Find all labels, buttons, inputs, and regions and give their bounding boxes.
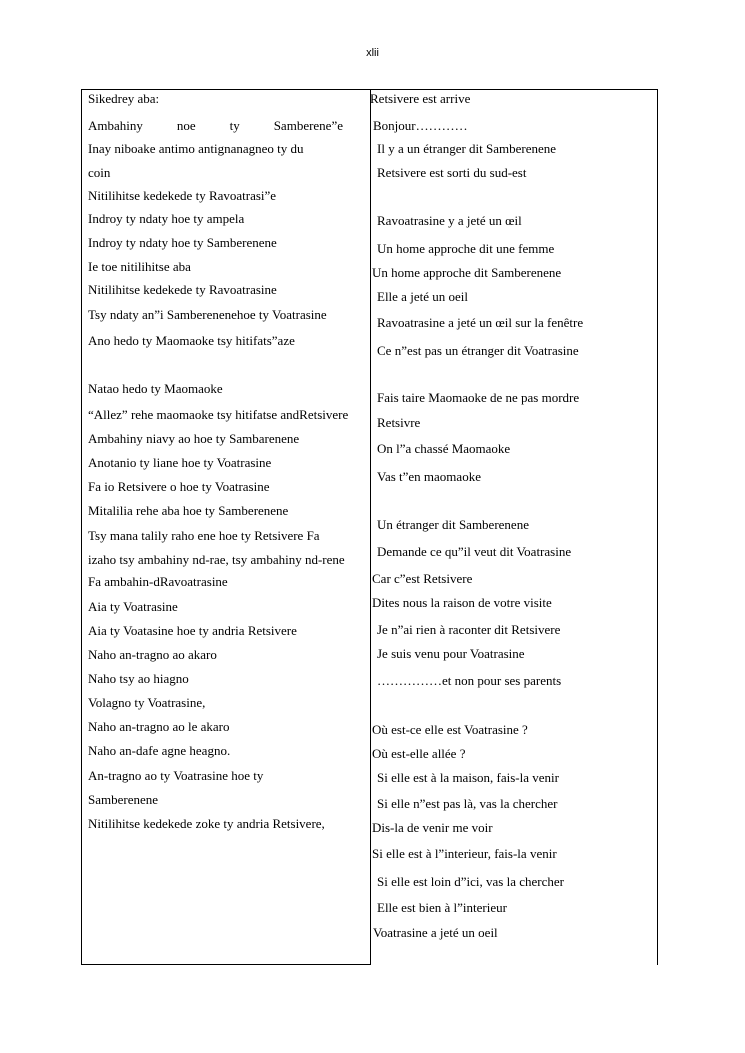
- page-number: xlii: [366, 47, 379, 59]
- left-line-3: Inay niboake antimo antignanagneo ty du: [88, 141, 304, 156]
- left-line-24: Naho tsy ao hiagno: [88, 671, 189, 686]
- right-line-18: Dites nous la raison de votre visite: [372, 595, 552, 610]
- left-line-16: Fa io Retsivere o hoe ty Voatrasine: [88, 479, 270, 494]
- right-line-23: Où est-elle allée ?: [372, 746, 466, 761]
- left-line-29: Samberenene: [88, 792, 159, 807]
- right-line-8: Elle a jeté un oeil: [377, 289, 468, 304]
- left-line-9: Nitilihitse kedekede ty Ravoatrasine: [88, 282, 277, 297]
- right-line-10: Ce n”est pas un étranger dit Voatrasine: [377, 343, 579, 358]
- column-divider: [370, 89, 371, 965]
- left-line-26: Naho an-tragno ao le akaro: [88, 719, 230, 734]
- left-line-19: izaho tsy ambahiny nd-rae, tsy ambahiny nd-rene: [88, 552, 345, 567]
- right-line-20: Je suis venu pour Voatrasine: [377, 646, 525, 661]
- left-line-5: Nitilihitse kedekede ty Ravoatrasi”e: [88, 188, 277, 203]
- right-line-28: Si elle est loin d”ici, vas la chercher: [377, 874, 564, 889]
- right-line-12: Retsivre: [377, 415, 421, 430]
- right-line-5: Ravoatrasine y a jeté un œil: [377, 213, 522, 228]
- right-line-9: Ravoatrasine a jeté un œil sur la fenêtre: [377, 315, 584, 330]
- left-line-2: Ambahiny noe ty Samberene”e: [88, 118, 343, 133]
- left-line-23: Naho an-tragno ao akaro: [88, 647, 217, 662]
- right-line-19: Je n”ai rien à raconter dit Retsivere: [377, 622, 561, 637]
- right-line-2: Bonjour…………: [373, 118, 468, 133]
- left-line-22: Aia ty Voatasine hoe ty andria Retsivere: [88, 623, 297, 638]
- right-line-29: Elle est bien à l”interieur: [377, 900, 507, 915]
- right-line-22: Où est-ce elle est Voatrasine ?: [372, 722, 528, 737]
- left-line-1: Sikedrey aba:: [88, 91, 160, 106]
- right-line-15: Un étranger dit Samberenene: [377, 517, 529, 532]
- left-line-20: Fa ambahin-dRavoatrasine: [88, 574, 228, 589]
- left-line-15: Anotanio ty liane hoe ty Voatrasine: [88, 455, 272, 470]
- left-line-25: Volagno ty Voatrasine,: [88, 695, 206, 710]
- left-line-12: Natao hedo ty Maomaoke: [88, 381, 223, 396]
- right-line-7: Un home approche dit Samberenene: [372, 265, 562, 280]
- left-line-27: Naho an-dafe agne heagno.: [88, 743, 231, 758]
- left-line-10: Tsy ndaty an”i Samberenenehoe ty Voatrasine: [88, 307, 327, 322]
- right-line-27: Si elle est à l”interieur, fais-la venir: [372, 846, 557, 861]
- left-line-13: “Allez” rehe maomaoke tsy hitifatse andRetsivere: [88, 407, 349, 422]
- left-line-14: Ambahiny niavy ao hoe ty Sambarenene: [88, 431, 300, 446]
- left-line-18: Tsy mana talily raho ene hoe ty Retsivere Fa: [88, 528, 320, 543]
- right-line-26: Dis-la de venir me voir: [372, 820, 493, 835]
- left-line-4: coin: [88, 165, 111, 180]
- left-line-28: An-tragno ao ty Voatrasine hoe ty: [88, 768, 264, 783]
- table-bottom-border-left: [81, 964, 371, 965]
- right-line-11: Fais taire Maomaoke de ne pas mordre: [377, 390, 580, 405]
- left-line-30: Nitilihitse kedekede zoke ty andria Retsivere,: [88, 816, 325, 831]
- right-line-17: Car c”est Retsivere: [372, 571, 473, 586]
- right-line-21: ……………et non pour ses parents: [377, 673, 562, 688]
- right-line-1: Retsivere est arrive: [370, 91, 471, 106]
- left-line-11: Ano hedo ty Maomaoke tsy hitifats”aze: [88, 333, 295, 348]
- right-line-14: Vas t”en maomaoke: [377, 469, 481, 484]
- table-left-border: [81, 89, 82, 965]
- right-line-16: Demande ce qu”il veut dit Voatrasine: [377, 544, 572, 559]
- left-line-7: Indroy ty ndaty hoe ty Samberenene: [88, 235, 277, 250]
- right-line-25: Si elle n”est pas là, vas la chercher: [377, 796, 558, 811]
- right-line-24: Si elle est à la maison, fais-la venir: [377, 770, 559, 785]
- right-line-30: Voatrasine a jeté un oeil: [373, 925, 498, 940]
- table-right-border: [657, 89, 658, 965]
- left-line-6: Indroy ty ndaty hoe ty ampela: [88, 211, 245, 226]
- right-line-3: Il y a un étranger dit Samberenene: [377, 141, 557, 156]
- right-line-13: On l”a chassé Maomaoke: [377, 441, 511, 456]
- left-line-21: Aia ty Voatrasine: [88, 599, 178, 614]
- left-line-17: Mitalilia rehe aba hoe ty Samberenene: [88, 503, 289, 518]
- right-line-4: Retsivere est sorti du sud-est: [377, 165, 527, 180]
- left-line-8: Ie toe nitilihitse aba: [88, 259, 191, 274]
- translation-table: [81, 89, 658, 965]
- right-line-6: Un home approche dit une femme: [377, 241, 555, 256]
